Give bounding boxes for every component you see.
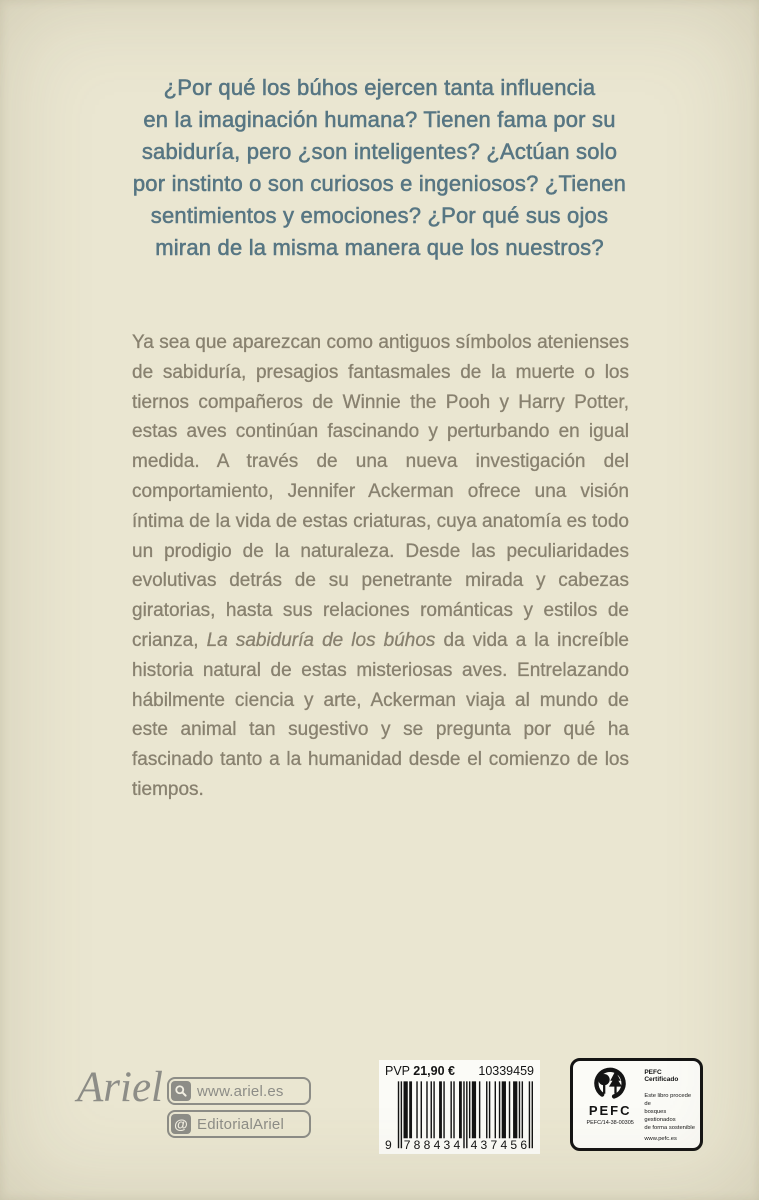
ean13-barcode (385, 1081, 533, 1150)
headline-line: por instinto o son curiosos e ingeniosos? ¿Tienen (132, 171, 627, 196)
pefc-url: www.pefc.es (644, 1136, 677, 1142)
svg-text:4: 4 (500, 1137, 508, 1150)
pefc-text-column (642, 1066, 695, 1144)
svg-text:8: 8 (423, 1137, 431, 1150)
website-pill (167, 1077, 311, 1105)
barcode-panel (379, 1060, 540, 1154)
synopsis-text-2: da vida a la increíble historia natural de estas misteriosas aves. Entrelazando hábilmente ciencia y arte, Ackerman viaja al mundo de este animal tan sugestivo y se pregunta por qué ha fascinado tanto a la humanidad desde el comienzo de los tiempos. (132, 629, 629, 800)
svg-text:9: 9 (385, 1137, 392, 1150)
pefc-trees-icon (585, 1066, 635, 1103)
pefc-wordmark: PEFC (588, 1103, 632, 1118)
social-handle: EditorialAriel (197, 1115, 284, 1133)
price-value: 21,90 € (413, 1064, 455, 1078)
pefc-description-line: Este libro procede de (644, 1093, 692, 1107)
pefc-description-line: de forma sostenible (644, 1125, 695, 1131)
svg-text:7: 7 (403, 1137, 411, 1150)
headline-line: sentimientos y emociones? ¿Por qué sus ojos (150, 203, 609, 228)
pefc-logo-column (578, 1066, 642, 1144)
at-icon: @ (171, 1114, 191, 1134)
internal-code: 10339459 (478, 1064, 534, 1078)
svg-text:4: 4 (453, 1137, 461, 1150)
pefc-cert-number: PEFC/14-38-00305 (586, 1120, 634, 1126)
search-icon (171, 1081, 191, 1101)
headline-line: ¿Por qué los búhos ejercen tanta influencia (163, 75, 596, 100)
svg-text:3: 3 (443, 1137, 451, 1150)
pefc-title: PEFC Certificado (644, 1069, 679, 1083)
svg-text:8: 8 (413, 1137, 421, 1150)
headline-line: sabiduría, pero ¿son inteligentes? ¿Actúan solo (141, 139, 618, 164)
website-url: www.ariel.es (197, 1082, 284, 1100)
social-pill (167, 1110, 311, 1138)
synopsis-paragraph (132, 328, 629, 805)
book-title-italic: La sabiduría de los búhos (206, 629, 436, 651)
price-line (385, 1064, 455, 1079)
headline-questions (60, 72, 699, 264)
svg-text:7: 7 (490, 1137, 498, 1150)
headline-line: en la imaginación humana? Tienen fama por su (143, 107, 616, 132)
pvp-label: PVP (385, 1064, 410, 1078)
svg-text:3: 3 (480, 1137, 488, 1150)
svg-text:5: 5 (510, 1137, 518, 1150)
synopsis-text-1: Ya sea que aparezcan como antiguos símbolos atenienses de sabiduría, presagios fantasmales de la muerte o los tiernos compañeros de Winnie the Pooh y Harry Potter, estas aves continúan fascinando y perturbando en igual medida. A través de una nueva investigación del comportamiento, Jennifer Ackerman ofrece una visión íntima de la vida de estas criaturas, cuya anatomía es todo un prodigio de la naturaleza. Desde las peculiaridades evolutivas detrás de su penetrante mirada y cabezas giratorias, hasta sus relaciones románticas y estilos de crianza, (132, 332, 629, 651)
headline-line: miran de la misma manera que los nuestros? (155, 235, 604, 260)
barcode-header (385, 1064, 534, 1079)
pefc-description-line: bosques gestionados (644, 1109, 676, 1123)
svg-text:4: 4 (470, 1137, 478, 1150)
publisher-logo-ariel: Ariel (77, 1064, 163, 1111)
pefc-certification-panel (570, 1058, 703, 1151)
pefc-description (644, 1092, 695, 1132)
svg-text:6: 6 (520, 1137, 528, 1150)
svg-text:4: 4 (433, 1137, 441, 1150)
publisher-links (167, 1077, 311, 1138)
